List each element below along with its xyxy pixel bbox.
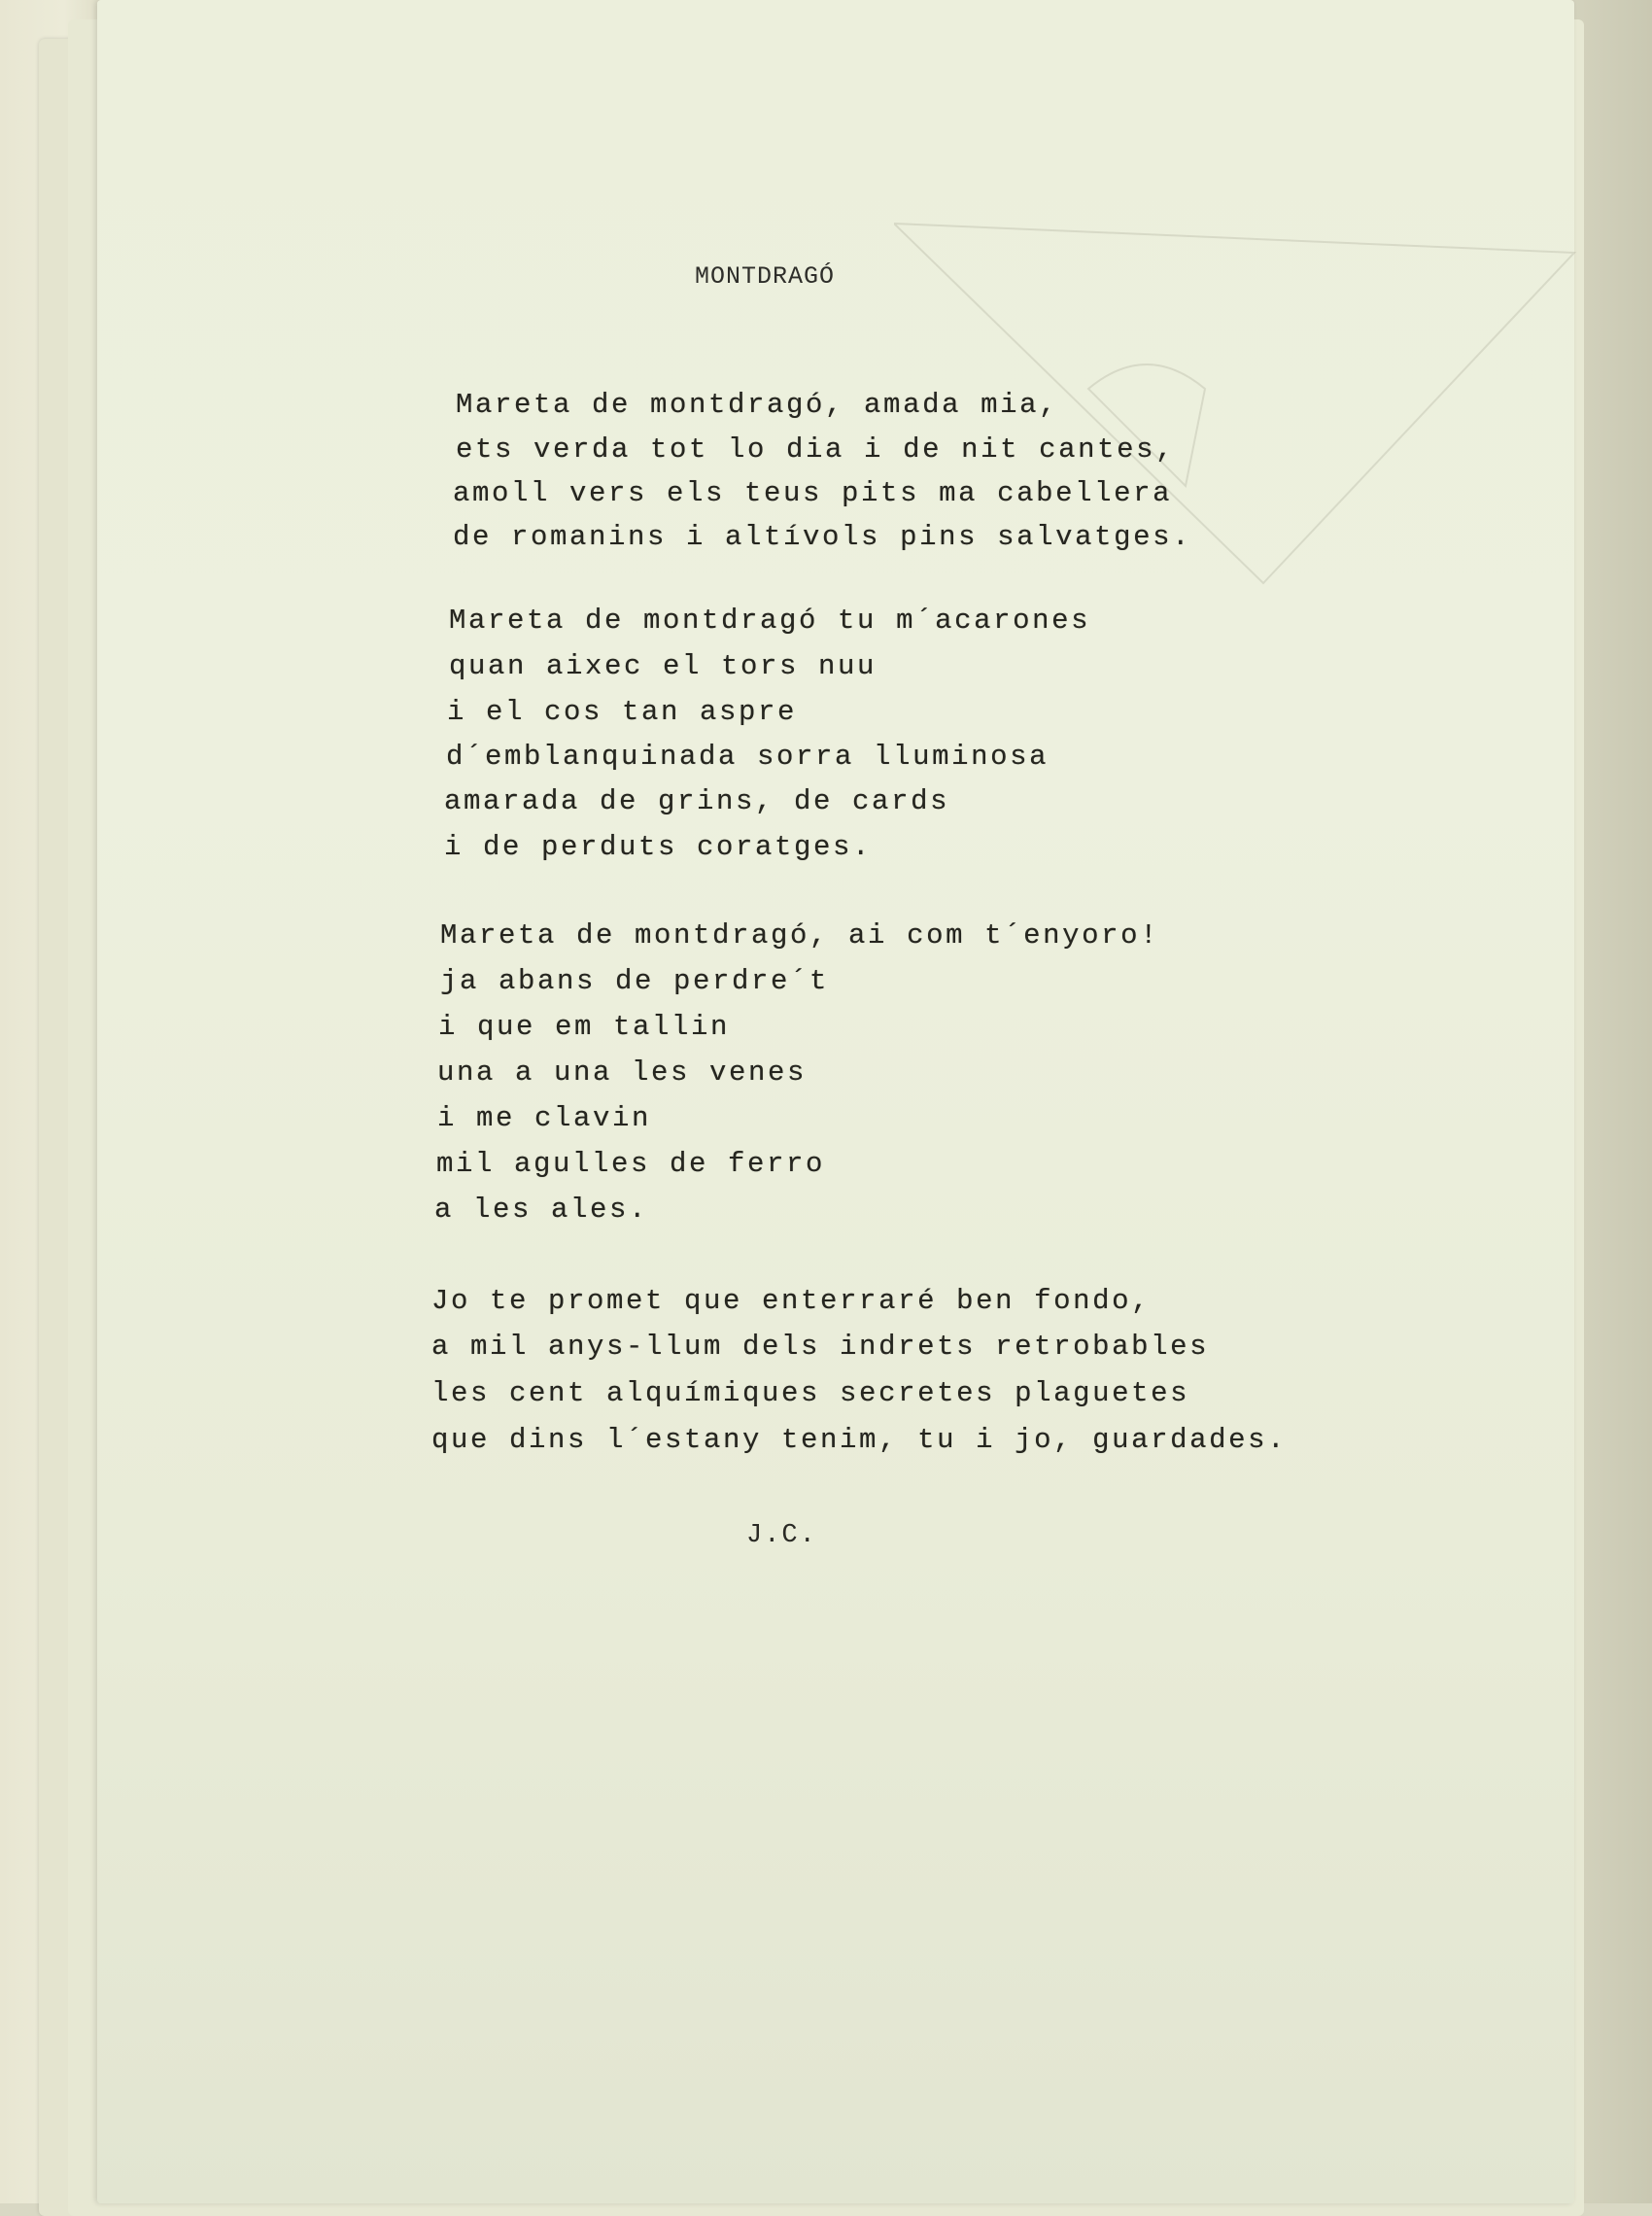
poem-line: Mareta de montdragó, ai com t´enyoro! [440, 919, 1160, 952]
signature: J.C. [746, 1521, 817, 1550]
poem-line: Mareta de montdragó tu m´acarones [449, 605, 1091, 637]
poem-line: i que em tallin [438, 1011, 731, 1043]
poem-line: les cent alquímiques secretes plaguetes [431, 1377, 1190, 1409]
poem-line: quan aixec el tors nuu [449, 650, 878, 682]
poem-line: que dins l´estany tenim, tu i jo, guardades. [431, 1424, 1288, 1456]
poem-title: MONTDRAGÓ [695, 262, 836, 291]
poem-line: Jo te promet que enterraré ben fondo, [431, 1285, 1152, 1317]
poem-line: a les ales. [434, 1194, 649, 1226]
poem-line: i el cos tan aspre [447, 696, 798, 728]
poem-line: ets verda tot lo dia i de nit cantes, [456, 433, 1176, 466]
poem-line: i de perduts coratges. [444, 831, 873, 863]
poem-line: amoll vers els teus pits ma cabellera [453, 477, 1173, 509]
poem-line: de romanins i altívols pins salvatges. [453, 521, 1192, 553]
poem-line: amarada de grins, de cards [444, 785, 950, 817]
poem-line: mil agulles de ferro [436, 1148, 826, 1180]
poem-line: Mareta de montdragó, amada mia, [456, 389, 1059, 421]
poem-line: d´emblanquinada sorra lluminosa [446, 741, 1050, 773]
poem-line: i me clavin [437, 1102, 652, 1134]
poem-line: ja abans de perdre´t [440, 965, 830, 997]
poem-line: a mil anys-llum dels indrets retrobables [431, 1331, 1210, 1363]
poem-line: una a una les venes [437, 1056, 808, 1089]
